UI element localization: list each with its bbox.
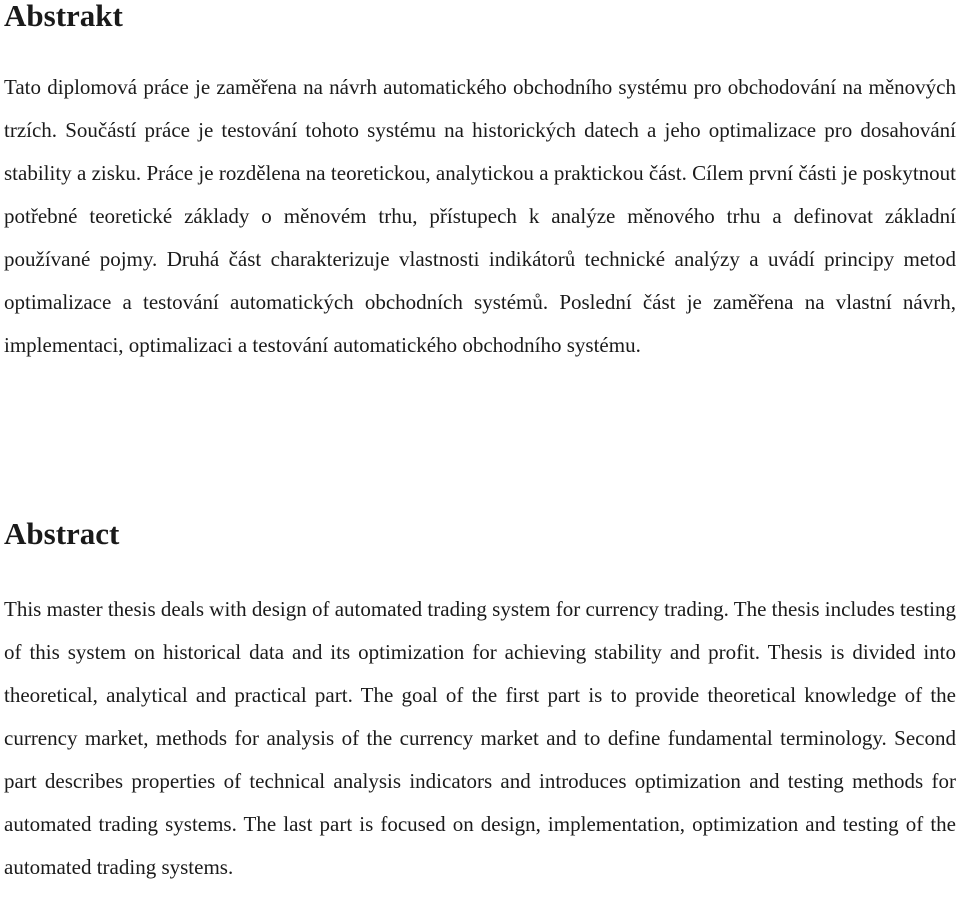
abstrakt-heading: Abstrakt bbox=[4, 0, 123, 33]
abstrakt-paragraph: Tato diplomová práce je zaměřena na návrh automatického obchodního systému pro obchodování na měnových trzích. Součástí práce je testování tohoto systému na historických datech a jeho optimalizace pro dosahování stability a zisku. Práce je rozdělena na teoretickou, analytickou a praktickou část. Cílem první části je poskytnout potřebné teoretické základy o měnovém trhu, přístupech k analýze měnového trhu a definovat základní používané pojmy. Druhá část charakterizuje vlastnosti indikátorů technické analýzy a uvádí principy metod optimalizace a testování automatických obchodních systémů. Poslední část je zaměřena na vlastní návrh, implementaci, optimalizaci a testování automatického obchodního systému. bbox=[4, 75, 956, 357]
abstract-heading: Abstract bbox=[4, 516, 120, 551]
abstract-paragraph: This master thesis deals with design of automated trading system for currency trading. The thesis includes testing of this system on historical data and its optimization for achieving stability and profit. Thesis is divided into theoretical, analytical and practical part. The goal of the first part is to provide theoretical knowledge of the currency market, methods for analysis of the currency market and to define fundamental terminology. Second part describes properties of technical analysis indicators and introduces optimization and testing methods for automated trading systems. The last part is focused on design, implementation, optimization and testing of the automated trading systems. bbox=[4, 597, 956, 879]
